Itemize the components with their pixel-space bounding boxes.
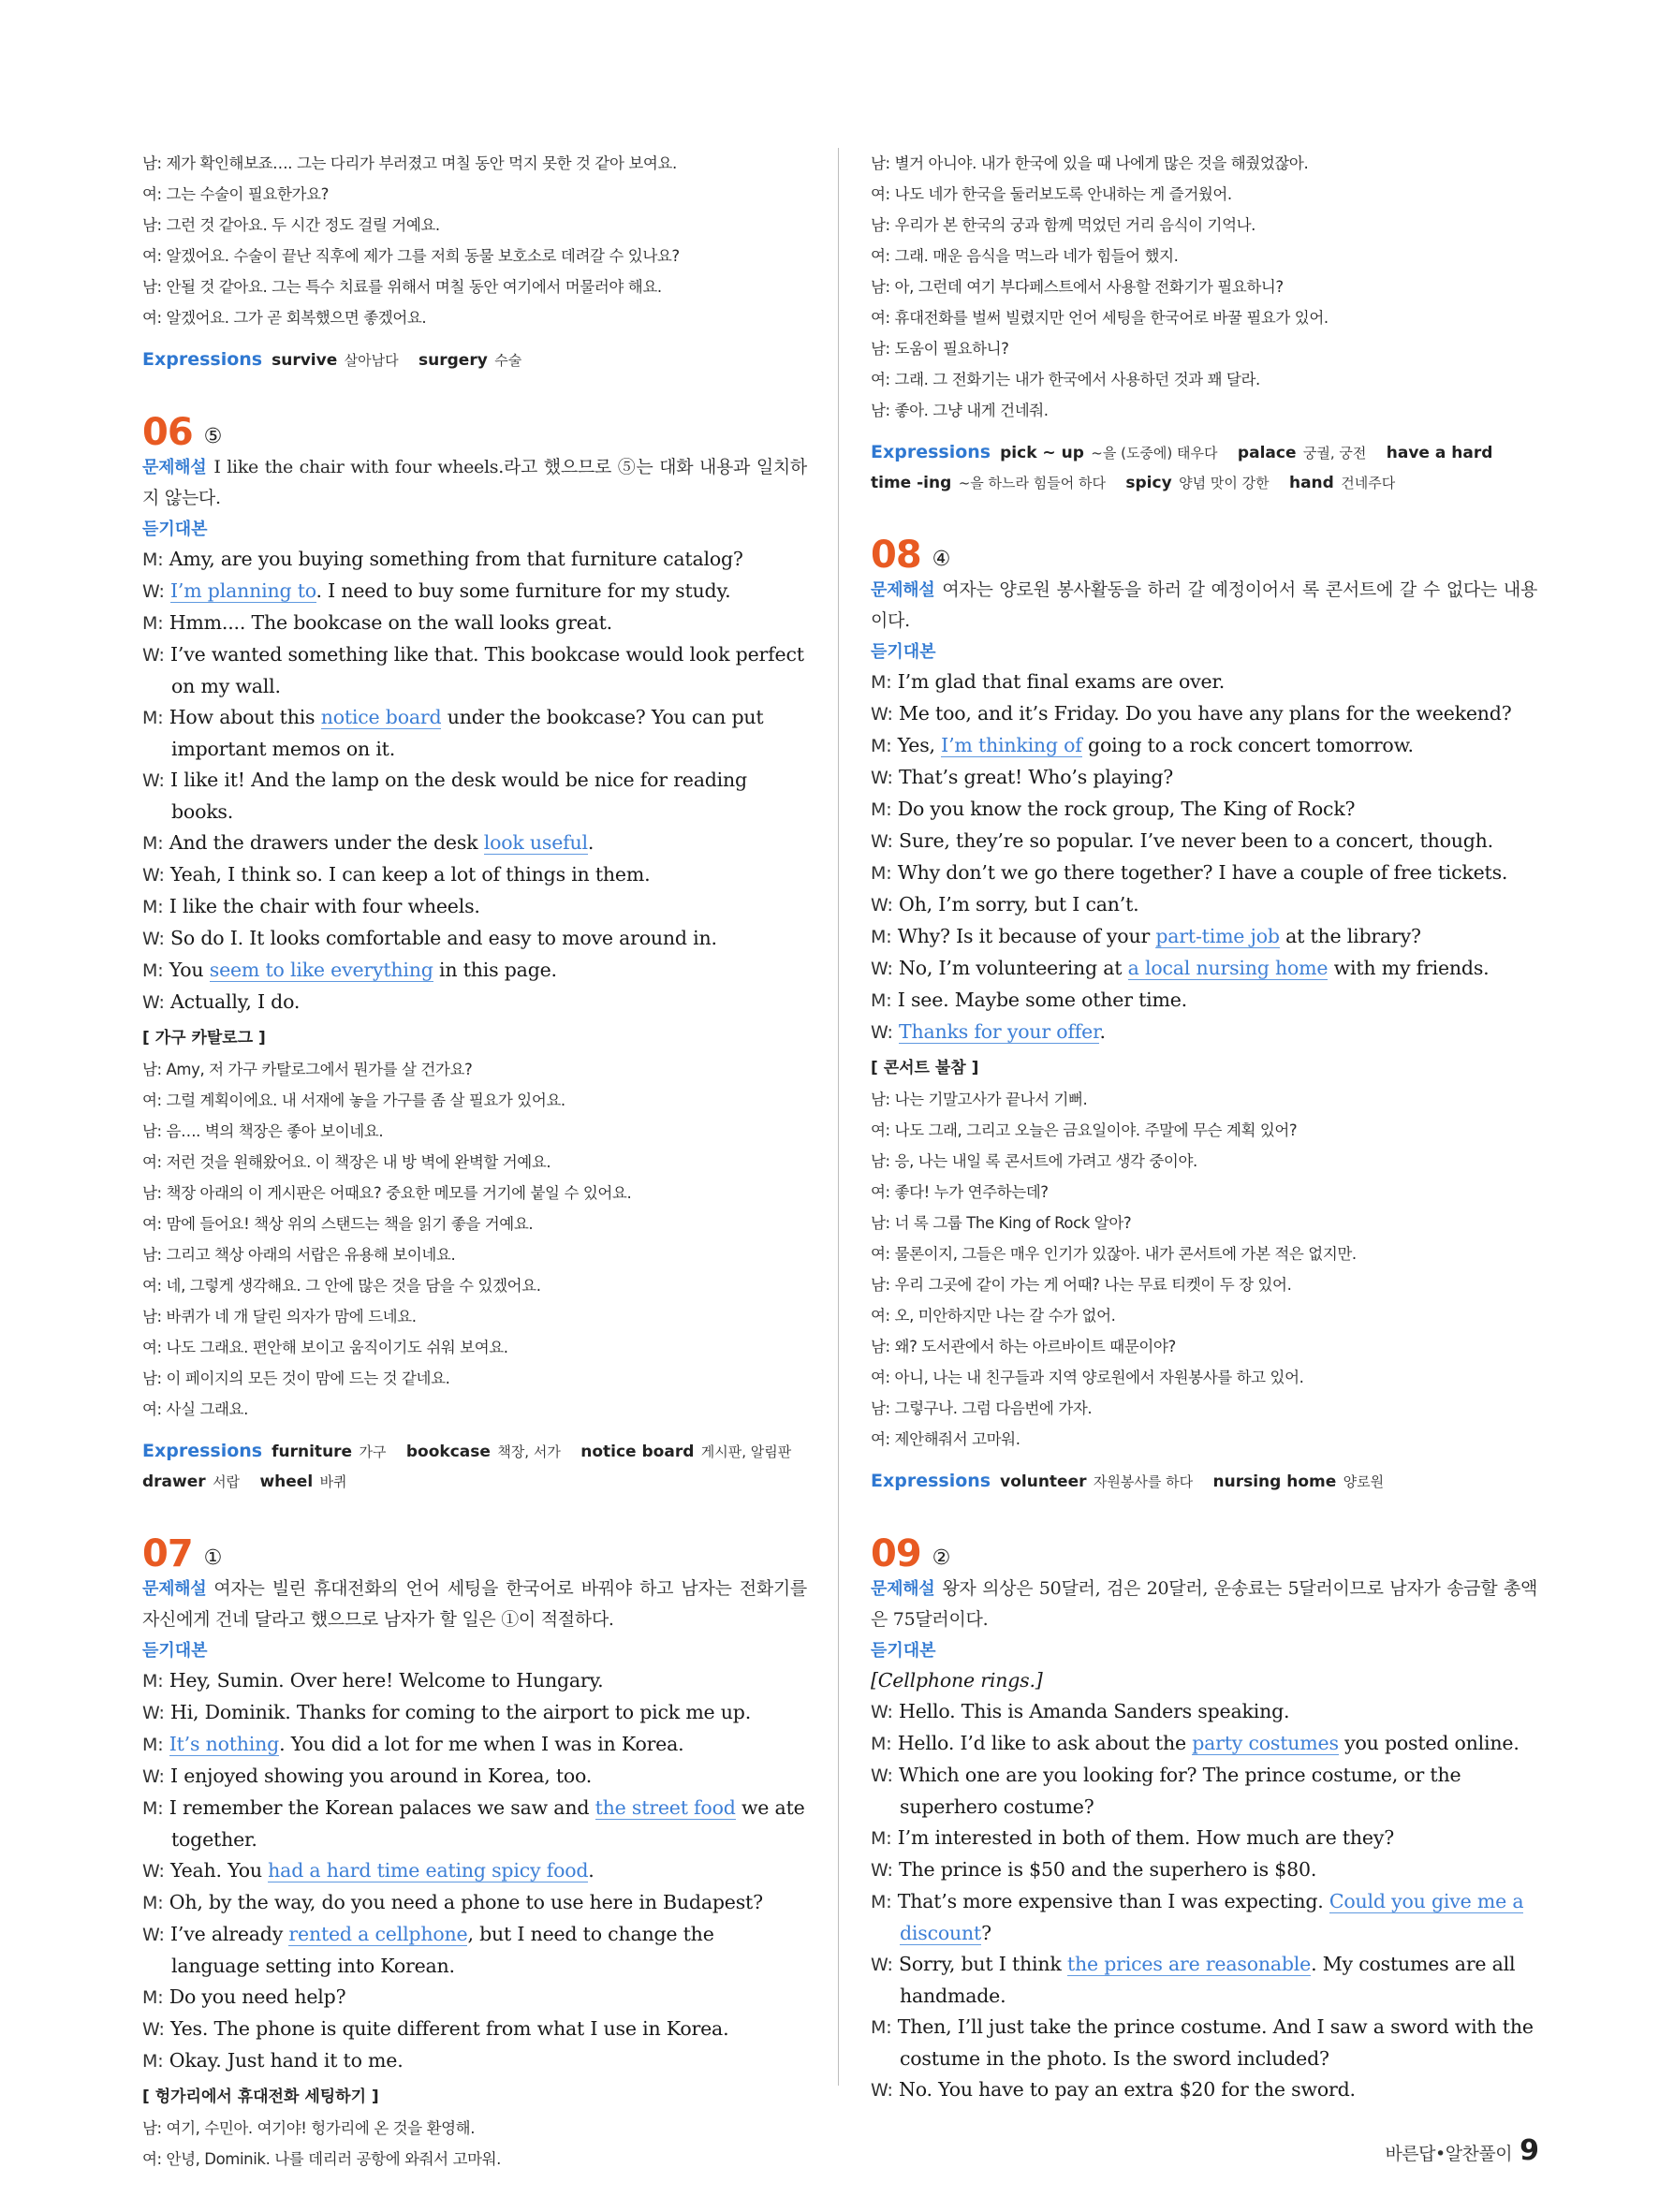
translation-line: 남: 그리고 책상 아래의 서랍은 유용해 보이네요.	[142, 1246, 456, 1264]
dialogue-text: Why don’t we go there together? I have a couple of free tickets.	[897, 861, 1508, 884]
speaker-label: M:	[871, 672, 892, 693]
translation-line: 남: Amy, 저 가구 카탈로그에서 뭔가를 살 건가요?	[142, 1061, 473, 1078]
dialogue-line	[142, 1665, 807, 1697]
q05-translation	[142, 148, 807, 333]
dialogue-text: . You did a lot for me when I was in Korea.	[279, 1733, 684, 1755]
dialogue-text: Why? Is it because of your	[897, 925, 1156, 947]
expression-meaning: 건네주다	[1341, 475, 1396, 491]
dialogue-line	[871, 730, 1537, 762]
speaker-label: M:	[871, 1828, 892, 1849]
stage-direction: [Cellphone rings.]	[871, 1669, 1043, 1692]
expressions-label: Expressions	[871, 1471, 991, 1491]
speaker-label: W:	[142, 992, 165, 1013]
dialogue-line	[871, 698, 1537, 730]
script-label: 듣기대본	[142, 1641, 208, 1661]
speaker-label: M:	[142, 708, 164, 728]
dialogue-line	[871, 857, 1537, 889]
q05-expressions	[142, 344, 807, 375]
expression-word: have a hard time -ing	[871, 444, 1493, 492]
speaker-label: W:	[142, 770, 165, 791]
dialogue-text: you posted online.	[1338, 1732, 1520, 1754]
dialogue-line	[871, 1760, 1537, 1823]
speaker-label: W:	[871, 959, 893, 979]
q06-script	[142, 544, 807, 1018]
key-phrase: the street food	[595, 1796, 736, 1819]
speaker-label: M:	[871, 736, 892, 756]
dialogue-text: at the library?	[1279, 925, 1421, 947]
dialogue-line	[871, 1017, 1537, 1048]
expression-meaning: 살아남다	[344, 352, 399, 369]
dialogue-line	[142, 1729, 807, 1761]
dialogue-line	[142, 1793, 807, 1855]
q08-script	[871, 667, 1537, 1048]
solution-label: 문제해설	[871, 580, 935, 600]
speaker-label: M:	[142, 1735, 164, 1755]
dialogue-text: I like the chair with four wheels.	[169, 895, 480, 917]
script-label: 듣기대본	[871, 1641, 936, 1661]
dialogue-text: I remember the Korean palaces we saw and	[169, 1796, 595, 1819]
solution-text: 여자는 양로원 봉사활동을 하러 갈 예정이어서 록 콘서트에 갈 수 없다는 내용이다.	[871, 579, 1537, 631]
question-08-header	[871, 530, 1537, 575]
right-column	[871, 148, 1537, 2106]
dialogue-text: And the drawers under the desk	[169, 831, 484, 854]
key-phrase: seem to like everything	[209, 959, 433, 981]
expression-meaning: 양로원	[1343, 1473, 1385, 1490]
translation-line: 남: 도움이 필요하니?	[871, 340, 1009, 358]
expression-meaning: ~을 (도중에) 태우다	[1091, 445, 1218, 461]
dialogue-line	[871, 762, 1537, 794]
dialogue-text: Hello. I’d like to ask about the	[897, 1732, 1193, 1754]
dialogue-line	[142, 828, 807, 859]
script-label: 듣기대본	[871, 642, 936, 662]
expression-meaning: 책장, 서가	[497, 1443, 561, 1460]
key-phrase: rented a cellphone	[288, 1923, 468, 1945]
dialogue-text: Oh, I’m sorry, but I can’t.	[899, 893, 1139, 916]
dialogue-line	[871, 1728, 1537, 1760]
speaker-label: W:	[871, 768, 893, 788]
dialogue-text: I like it! And the lamp on the desk would be nice for reading books.	[170, 769, 747, 823]
dialogue-text: You	[169, 959, 210, 981]
translation-line: 여: 안녕, Dominik. 나를 데리러 공항에 와줘서 고마워.	[142, 2150, 502, 2168]
dialogue-line	[142, 1855, 807, 1887]
dialogue-text: Actually, I do.	[170, 990, 301, 1013]
translation-line: 여: 물론이지, 그들은 매우 인기가 있잖아. 내가 콘서트에 가본 적은 없지만.	[871, 1245, 1357, 1263]
speaker-label: M:	[142, 897, 164, 917]
dialogue-line	[871, 2074, 1537, 2106]
solution-label: 문제해설	[871, 1579, 935, 1599]
speaker-label: M:	[871, 2017, 892, 2038]
dialogue-line	[142, 1919, 807, 1982]
q06-translation	[142, 1054, 807, 1425]
translation-line: 여: 제안해줘서 고마워.	[871, 1430, 1020, 1448]
answer-mark: ④	[932, 548, 951, 571]
translation-line: 여: 휴대전화를 벌써 빌렸지만 언어 세팅을 한국어로 바꿀 필요가 있어.	[871, 309, 1329, 327]
dialogue-text: . I need to buy some furniture for my study.	[316, 579, 731, 602]
translation-line: 여: 그래. 매운 음식을 먹느라 네가 힘들어 했지.	[871, 247, 1179, 265]
speaker-label: W:	[142, 1766, 165, 1787]
dialogue-line	[871, 921, 1537, 953]
dialogue-text: Do you need help?	[169, 1985, 346, 2008]
expressions-label: Expressions	[142, 349, 263, 370]
dialogue-text: , but I need to change the language setting into Korean.	[171, 1923, 714, 1977]
dialogue-text: Hey, Sumin. Over here! Welcome to Hungary.	[169, 1669, 604, 1692]
translation-line: 남: 좋아. 그냥 내게 건네줘.	[871, 402, 1049, 419]
speaker-label: W:	[871, 1022, 893, 1043]
translation-line: 남: 왜? 도서관에서 하는 아르바이트 때문이야?	[871, 1338, 1176, 1355]
dialogue-text: That’s great! Who’s playing?	[899, 766, 1174, 788]
dialogue-text: under the bookcase? You can put important memos on it.	[171, 706, 764, 760]
expression-meaning: 궁궐, 궁전	[1302, 445, 1367, 461]
dialogue-text: . My costumes are all handmade.	[900, 1953, 1516, 2007]
dialogue-text: Which one are you looking for? The prince costume, or the superhero costume?	[899, 1764, 1461, 1818]
dialogue-text: with my friends.	[1328, 957, 1490, 979]
solution-label: 문제해설	[142, 1579, 207, 1599]
dialogue-text: .	[1099, 1020, 1106, 1043]
question-number: 07	[142, 1532, 193, 1575]
translation-line: 여: 사실 그래요.	[142, 1400, 248, 1418]
dialogue-text: That’s more expensive than I was expecting.	[897, 1890, 1329, 1912]
dialogue-text: So do I. It looks comfortable and easy to move around in.	[170, 927, 717, 949]
speaker-label: M:	[142, 2051, 164, 2072]
speaker-label: W:	[871, 1702, 893, 1722]
expressions-label: Expressions	[871, 442, 991, 462]
dialogue-line	[142, 608, 807, 639]
script-label: 듣기대본	[142, 520, 208, 539]
dialogue-text: Sorry, but I think	[899, 1953, 1067, 1975]
q09-script	[871, 1696, 1537, 2106]
dialogue-line	[142, 859, 807, 891]
dialogue-line	[871, 2012, 1537, 2074]
expressions-label: Expressions	[142, 1441, 263, 1461]
question-07-header	[142, 1529, 807, 1574]
speaker-label: W:	[142, 645, 165, 666]
dialogue-text: I’ve wanted something like that. This bookcase would look perfect on my wall.	[170, 643, 804, 697]
expression-word: spicy	[1125, 474, 1172, 492]
dialogue-text: going to a rock concert tomorrow.	[1081, 734, 1414, 756]
key-phrase: had a hard time eating spicy food	[268, 1859, 589, 1882]
key-phrase: It’s nothing	[169, 1733, 280, 1755]
dialogue-text: I’m interested in both of them. How much are they?	[897, 1826, 1395, 1849]
q09-solution	[871, 1574, 1537, 1635]
translation-line: 여: 그는 수술이 필요한가요?	[142, 185, 329, 203]
q06-solution	[142, 452, 807, 514]
dialogue-line	[142, 1697, 807, 1729]
dialogue-text: ?	[981, 1922, 991, 1944]
translation-line: 여: 오, 미안하지만 나는 갈 수가 없어.	[871, 1307, 1116, 1325]
dialogue-text: I’ve already	[170, 1923, 289, 1945]
speaker-label: M:	[871, 990, 892, 1011]
dialogue-text: .	[587, 831, 595, 854]
translation-line: 여: 나도 그래요. 편안해 보이고 움직이기도 쉬워 보여요.	[142, 1339, 508, 1356]
dialogue-text: Hello. This is Amanda Sanders speaking.	[899, 1700, 1290, 1722]
dialogue-text: How about this	[169, 706, 321, 728]
key-phrase: party costumes	[1192, 1732, 1339, 1754]
translation-line: 여: 맘에 들어요! 책상 위의 스탠드는 책을 읽기 좋을 거예요.	[142, 1215, 534, 1233]
expression-word: palace	[1237, 444, 1297, 462]
speaker-label: M:	[142, 1671, 164, 1692]
q07-solution	[142, 1574, 807, 1635]
expression-word: wheel	[259, 1472, 314, 1491]
translation-line: 남: 그렇구나. 그럼 다음번에 가자.	[871, 1399, 1093, 1417]
speaker-label: M:	[142, 1798, 164, 1819]
dialogue-line	[142, 2045, 807, 2077]
left-column	[142, 148, 807, 2175]
page-footer	[1385, 2134, 1539, 2167]
dialogue-line	[871, 1949, 1537, 2012]
translation-line: 여: 저런 것을 원해왔어요. 이 책장은 내 방 벽에 완벽할 거예요.	[142, 1153, 551, 1171]
expression-word: notice board	[580, 1443, 695, 1461]
speaker-label: W:	[142, 1703, 165, 1723]
expression-word: bookcase	[405, 1443, 491, 1461]
speaker-label: W:	[142, 1861, 165, 1882]
speaker-label: W:	[142, 865, 165, 886]
expression-meaning: ~을 하느라 힘들어 하다	[958, 475, 1106, 491]
q07-script	[142, 1665, 807, 2077]
expression-word: hand	[1288, 474, 1334, 492]
speaker-label: W:	[142, 2019, 165, 2040]
question-number: 09	[871, 1532, 921, 1575]
solution-label: 문제해설	[142, 458, 207, 477]
translation-line: 여: 아니, 나는 내 친구들과 지역 양로원에서 자원봉사를 하고 있어.	[871, 1369, 1304, 1386]
dialogue-text: Hi, Dominik. Thanks for coming to the airport to pick me up.	[170, 1701, 752, 1723]
translation-line: 여: 나도 네가 한국을 둘러보도록 안내하는 게 즐거웠어.	[871, 185, 1232, 203]
q06-translation-title: [ 가구 카탈로그 ]	[142, 1029, 266, 1047]
translation-line: 남: 책장 아래의 이 게시판은 어때요? 중요한 메모를 거기에 붙일 수 있어요.	[142, 1184, 632, 1202]
dialogue-text: Me too, and it’s Friday. Do you have any plans for the weekend?	[899, 702, 1512, 725]
q08-solution	[871, 575, 1537, 637]
expression-meaning: 서랍	[213, 1473, 241, 1490]
question-number: 08	[871, 534, 921, 577]
question-09-header	[871, 1529, 1537, 1574]
speaker-label: M:	[142, 1893, 164, 1913]
translation-line: 여: 알겠어요. 수술이 끝난 직후에 제가 그를 저희 동물 보호소로 데려갈 수 있나요?	[142, 247, 680, 265]
question-06-header	[142, 407, 807, 452]
dialogue-line	[142, 544, 807, 576]
expression-word: drawer	[142, 1472, 206, 1491]
speaker-label: W:	[871, 1765, 893, 1786]
speaker-label: M:	[871, 1734, 892, 1754]
translation-line: 여: 좋다! 누가 연주하는데?	[871, 1183, 1049, 1201]
speaker-label: M:	[142, 960, 164, 981]
dialogue-text: we ate together.	[171, 1796, 805, 1851]
translation-line: 남: 아, 그런데 여기 부다페스트에서 사용할 전화기가 필요하니?	[871, 278, 1284, 296]
dialogue-line	[871, 1854, 1537, 1886]
dialogue-line	[871, 1696, 1537, 1728]
translation-line: 남: 안될 것 같아요. 그는 특수 치료를 위해서 며칠 동안 여기에서 머물러야 해요.	[142, 278, 662, 296]
key-phrase: I’m thinking of	[941, 734, 1082, 756]
dialogue-text: I’m glad that final exams are over.	[897, 670, 1226, 693]
expression-meaning: 자원봉사를 하다	[1093, 1473, 1194, 1490]
speaker-label: W:	[871, 1955, 893, 1975]
speaker-label: M:	[871, 927, 892, 947]
q07-translation-continued	[871, 148, 1537, 426]
translation-line: 여: 나도 그래, 그리고 오늘은 금요일이야. 주말에 무슨 계획 있어?	[871, 1121, 1298, 1139]
dialogue-text: Yeah. You	[170, 1859, 269, 1882]
dialogue-text: Do you know the rock group, The King of Rock?	[897, 798, 1356, 820]
dialogue-line	[142, 891, 807, 923]
translation-line: 여: 네, 그렇게 생각해요. 그 안에 많은 것을 담을 수 있겠어요.	[142, 1277, 541, 1295]
translation-line: 남: 별거 아니야. 내가 한국에 있을 때 나에게 많은 것을 해줬었잖아.	[871, 154, 1309, 172]
expression-word: surgery	[418, 351, 488, 370]
expression-meaning: 가구	[359, 1443, 387, 1460]
dialogue-line	[871, 794, 1537, 826]
dialogue-text: Okay. Just hand it to me.	[169, 2049, 404, 2072]
expression-meaning: 바퀴	[319, 1473, 347, 1490]
dialogue-line	[871, 953, 1537, 985]
q08-translation-title: [ 콘서트 불참 ]	[871, 1059, 979, 1077]
dialogue-text: Yes,	[897, 734, 942, 756]
dialogue-line	[871, 1886, 1537, 1949]
expression-meaning: 게시판, 알림판	[700, 1443, 792, 1460]
q07-translation	[142, 2113, 807, 2175]
key-phrase: Could you give me a discount	[900, 1890, 1524, 1944]
q08-translation	[871, 1084, 1537, 1455]
key-phrase: part-time job	[1155, 925, 1280, 947]
dialogue-text: .	[588, 1859, 595, 1882]
translation-line: 남: 너 록 그룹 The King of Rock 알아?	[871, 1214, 1132, 1232]
dialogue-line	[142, 1761, 807, 1793]
dialogue-line	[142, 923, 807, 955]
q08-expressions	[871, 1466, 1537, 1497]
dialogue-text: Yes. The phone is quite different from what I use in Korea.	[170, 2017, 729, 2040]
key-phrase: look useful	[483, 831, 588, 854]
speaker-label: W:	[871, 704, 893, 725]
expression-word: volunteer	[1000, 1472, 1087, 1491]
dialogue-text: I enjoyed showing you around in Korea, too.	[170, 1765, 593, 1787]
question-number: 06	[142, 411, 193, 454]
dialogue-line	[142, 955, 807, 987]
dialogue-line	[142, 1982, 807, 2014]
speaker-label: M:	[142, 833, 164, 854]
q07-expressions	[871, 437, 1537, 498]
dialogue-text: No. You have to pay an extra $20 for the sword.	[899, 2078, 1356, 2101]
q06-expressions	[142, 1436, 807, 1497]
translation-line: 여: 그래. 그 전화기는 내가 한국에서 사용하던 것과 꽤 달라.	[871, 371, 1260, 388]
footer-book-title: 바른답•알찬풀이	[1385, 2144, 1513, 2164]
dialogue-text: Amy, are you buying something from that furniture catalog?	[169, 548, 743, 570]
dialogue-line	[871, 826, 1537, 857]
translation-line: 남: 나는 기말고사가 끝나서 기뻐.	[871, 1091, 1088, 1108]
translation-line: 남: 바퀴가 네 개 달린 의자가 맘에 드네요.	[142, 1308, 417, 1326]
dialogue-line	[142, 765, 807, 828]
dialogue-text: No, I’m volunteering at	[899, 957, 1128, 979]
solution-text: 왕자 의상은 50달러, 검은 20달러, 운송료는 5달러이므로 남자가 송금할 총액은 75달러이다.	[871, 1578, 1537, 1630]
expression-word: survive	[272, 351, 338, 370]
q07-translation-title: [ 헝가리에서 휴대전화 세팅하기 ]	[142, 2087, 379, 2106]
dialogue-text: Then, I’ll just take the prince costume. And I saw a sword with the costume in the photo. Is the sword included?	[897, 2015, 1534, 2070]
dialogue-line	[871, 985, 1537, 1017]
speaker-label: W:	[142, 929, 165, 949]
dialogue-line	[142, 1887, 807, 1919]
translation-line: 남: 우리 그곳에 같이 가는 게 어때? 나는 무료 티켓이 두 장 있어.	[871, 1276, 1292, 1294]
key-phrase: notice board	[320, 706, 442, 728]
translation-line: 남: 그런 것 같아요. 두 시간 정도 걸릴 거예요.	[142, 216, 440, 234]
key-phrase: the prices are reasonable	[1066, 1953, 1312, 1975]
dialogue-text: Yeah, I think so. I can keep a lot of things in them.	[170, 863, 651, 886]
expression-word: nursing home	[1212, 1472, 1337, 1491]
page-number: 9	[1520, 2134, 1539, 2167]
speaker-label: M:	[142, 549, 164, 570]
translation-line: 남: 응, 나는 내일 록 콘서트에 가려고 생각 중이야.	[871, 1152, 1197, 1170]
translation-line: 여: 알겠어요. 그가 곧 회복했으면 좋겠어요.	[142, 309, 427, 327]
translation-line: 남: 제가 확인해보죠…. 그는 다리가 부러졌고 며칠 동안 먹지 못한 것 같아 보여요.	[142, 154, 677, 172]
expression-meaning: 수술	[494, 352, 522, 369]
dialogue-line	[142, 987, 807, 1018]
dialogue-text: Hmm.... The bookcase on the wall looks great.	[169, 611, 612, 634]
translation-line: 남: 우리가 본 한국의 궁과 함께 먹었던 거리 음식이 기억나.	[871, 216, 1256, 234]
solution-text: I like the chair with four wheels.라고 했으므로 ⑤는 대화 내용과 일치하지 않는다.	[142, 457, 807, 508]
speaker-label: M:	[142, 1987, 164, 2008]
speaker-label: M:	[871, 799, 892, 820]
solution-text: 여자는 빌린 휴대전화의 언어 세팅을 한국어로 바꿔야 하고 남자는 전화기를 자신에게 건네 달라고 했으므로 남자가 할 일은 ①이 적절하다.	[142, 1578, 807, 1630]
expression-meaning: 양념 맛이 강한	[1179, 475, 1270, 491]
speaker-label: M:	[871, 1892, 892, 1912]
translation-line: 여: 그럴 계획이에요. 내 서재에 놓을 가구를 좀 살 필요가 있어요.	[142, 1091, 565, 1109]
dialogue-line	[142, 2014, 807, 2045]
dialogue-line	[142, 576, 807, 608]
translation-line: 남: 음…. 벽의 책장은 좋아 보이네요.	[142, 1122, 384, 1140]
key-phrase: a local nursing home	[1127, 957, 1329, 979]
expression-word: pick ~ up	[1000, 444, 1084, 462]
translation-line: 남: 여기, 수민아. 여기야! 헝가리에 온 것을 환영해.	[142, 2119, 476, 2137]
column-divider	[838, 148, 839, 2086]
key-phrase: I’m planning to	[170, 579, 316, 602]
dialogue-text: Oh, by the way, do you need a phone to use here in Budapest?	[169, 1891, 763, 1913]
dialogue-line	[871, 1823, 1537, 1854]
dialogue-line	[142, 639, 807, 702]
dialogue-text: in this page.	[433, 959, 557, 981]
answer-mark: ②	[932, 1546, 951, 1570]
dialogue-text: I see. Maybe some other time.	[897, 989, 1187, 1011]
speaker-label: W:	[142, 1925, 165, 1945]
speaker-label: M:	[142, 613, 164, 634]
translation-line: 남: 이 페이지의 모든 것이 맘에 드는 것 같네요.	[142, 1370, 450, 1387]
answer-mark: ⑤	[203, 425, 223, 448]
dialogue-line	[871, 667, 1537, 698]
speaker-label: W:	[142, 581, 165, 602]
speaker-label: W:	[871, 831, 893, 852]
speaker-label: M:	[871, 863, 892, 884]
speaker-label: W:	[871, 2080, 893, 2101]
speaker-label: W:	[871, 1860, 893, 1881]
dialogue-text: Sure, they’re so popular. I’ve never been to a concert, though.	[899, 829, 1493, 852]
dialogue-line	[142, 702, 807, 765]
answer-mark: ①	[203, 1546, 223, 1570]
dialogue-line	[871, 889, 1537, 921]
speaker-label: W:	[871, 895, 893, 916]
dialogue-text: The prince is $50 and the superhero is $80.	[899, 1858, 1317, 1881]
key-phrase: Thanks for your offer	[899, 1020, 1100, 1043]
expression-word: furniture	[272, 1443, 353, 1461]
